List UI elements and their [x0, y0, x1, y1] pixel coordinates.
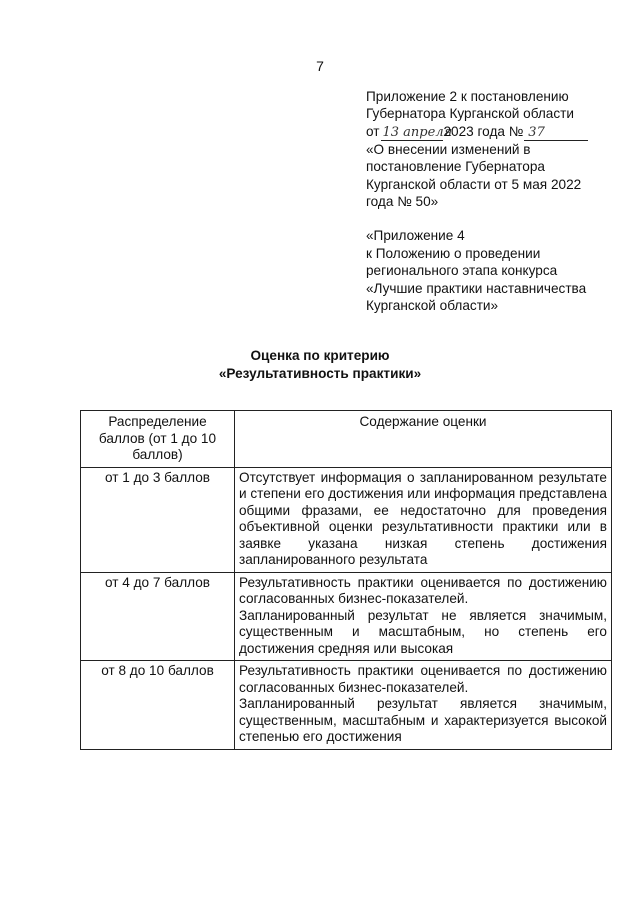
description-paragraph: Результативность практики оценивается по достижению согласованных бизнес-показателей.: [239, 574, 607, 606]
table-row: [81, 467, 612, 572]
appendix-ref-line: регионального этапа конкурса: [366, 263, 558, 279]
score-range: от 1 до 3 баллов: [81, 467, 235, 572]
appendix-header-line: «О внесении изменений в: [366, 141, 531, 157]
heading-line: «Результативность практики»: [218, 366, 422, 381]
scoring-table: [80, 410, 612, 750]
score-description: [235, 661, 612, 750]
score-range: от 8 до 10 баллов: [81, 661, 235, 750]
description-paragraph: Запланированный результат не является значимым, существенным и масштабным, но степень его достижения средняя или высокая: [239, 607, 607, 656]
header-content: Содержание оценки: [235, 411, 612, 468]
appendix-ref-line: «Лучшие практики наставничества: [366, 280, 587, 296]
handwritten-number: 37: [524, 126, 588, 141]
table-row: [81, 572, 612, 661]
date-prefix: от: [366, 123, 380, 139]
score-range: от 4 до 7 баллов: [81, 572, 235, 661]
appendix-header-line: Курганской области от 5 мая 2022: [366, 176, 582, 192]
appendix-header-line: Приложение 2 к постановлению: [366, 89, 569, 104]
handwritten-date: 13 апреля: [382, 124, 453, 140]
appendix-header-line: года № 50»: [366, 194, 439, 210]
description-paragraph: Запланированный результат является значимым, существенным, масштабным и характеризуется высокой степенью его достижения: [239, 696, 607, 744]
table-header-row: [81, 411, 612, 468]
appendix-ref-line: к Положению о проведении: [366, 245, 541, 261]
appendix-header-line: Губернатора Курганской области: [366, 106, 574, 122]
description-paragraph: Отсутствует информация о запланированном результате и степени его достижения или информация представлена общими фразами, ее недостаточно для проведения объективной оценки результативности практики или в заявке указана низкая степень достижения запланированного результата: [239, 469, 607, 567]
criterion-heading: [0, 347, 640, 383]
appendix-ref-line: Курганской области»: [366, 298, 499, 314]
header-score: Распределение баллов (от 1 до 10 баллов): [81, 411, 235, 468]
score-description: [235, 572, 612, 661]
spacer: [366, 210, 628, 227]
description-paragraph: Результативность практики оценивается по достижению согласованных бизнес-показателей.: [239, 663, 607, 695]
score-description: [235, 467, 612, 572]
decree-year-text: 2023 года №: [443, 123, 524, 139]
page-number: 7: [316, 58, 324, 74]
decree-date-line: [366, 123, 628, 141]
appendix-ref-line: «Приложение 4: [366, 228, 465, 244]
table-row: [81, 661, 612, 750]
heading-line: Оценка по критерию: [250, 348, 390, 363]
appendix-header: [366, 88, 628, 314]
appendix-header-line: постановление Губернатора: [366, 159, 545, 175]
